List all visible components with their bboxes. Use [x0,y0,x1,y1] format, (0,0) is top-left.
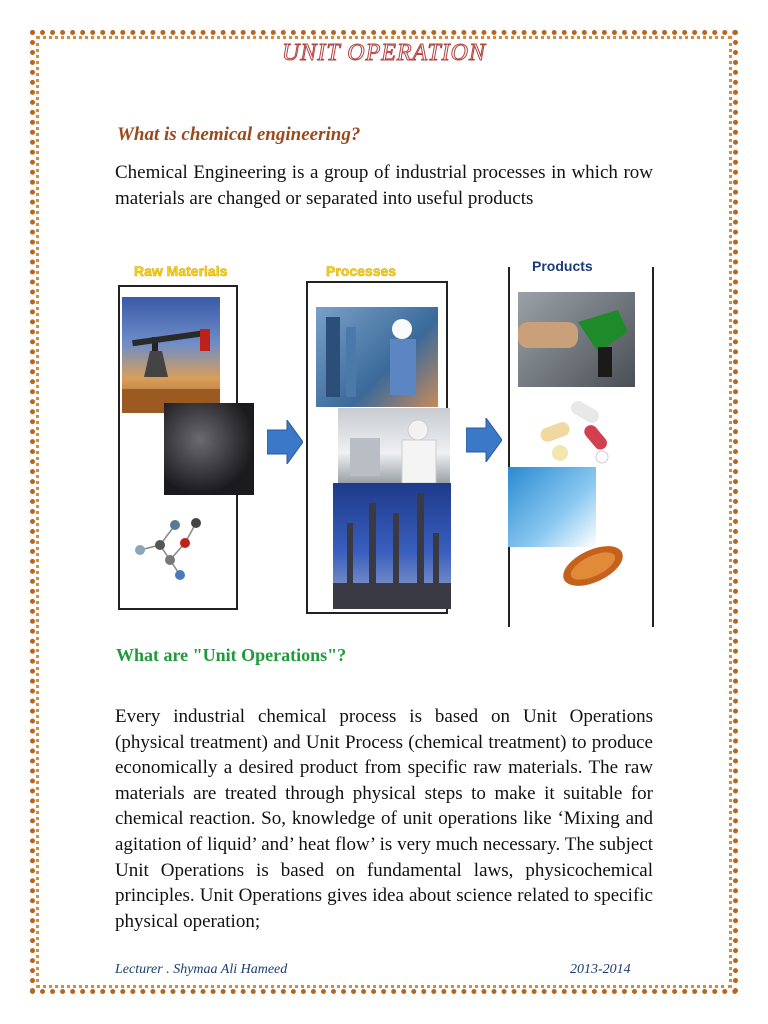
process-diagram [110,255,670,635]
paragraph-unit-operations: Every industrial chemical process is based on Unit Operations (physical treatment) and Unit Process (chemical treatment) to produce economically a desired product from specific raw materials. The raw materials are treated through physical steps to make it suitable for chemical reaction. So, knowledge of unit operations like ‘Mixing and agitation of liquid’ and’ heat flow’ is very much necessary. The subject Unit Operations is based on fundamental laws, physicochemical principles. Unit Operations gives idea about science related to specific physical operation; [115,706,653,932]
oil-pump-image [122,297,220,413]
plastic-pellets-image [508,467,596,547]
pills-image [530,395,626,467]
page-header-title: UNIT OPERATION [281,40,486,66]
refinery-image [333,483,451,609]
label-products: Products [532,258,593,274]
section-heading-unit-operations: What are "Unit Operations"? [116,645,347,665]
section-heading-chemical-engineering: What is chemical engineering? [117,124,361,145]
nanotube-image [558,540,628,592]
coal-image [164,403,254,495]
label-processes: Processes [326,263,397,279]
label-raw-materials: Raw Materials [134,263,228,279]
footer-year: 2013-2014 [570,962,631,977]
lab-image [338,408,450,483]
footer-lecturer: Lecturer . Shymaa Ali Hameed [115,962,288,977]
fuel-nozzle-image [518,292,635,387]
arrow-right-icon [267,420,303,464]
molecule-image [130,505,212,587]
arrow-right-icon [466,418,502,462]
paragraph-chemical-engineering: Chemical Engineering is a group of industrial processes in which row materials are changed or separated into useful products [115,162,653,209]
worker-image [316,307,438,407]
